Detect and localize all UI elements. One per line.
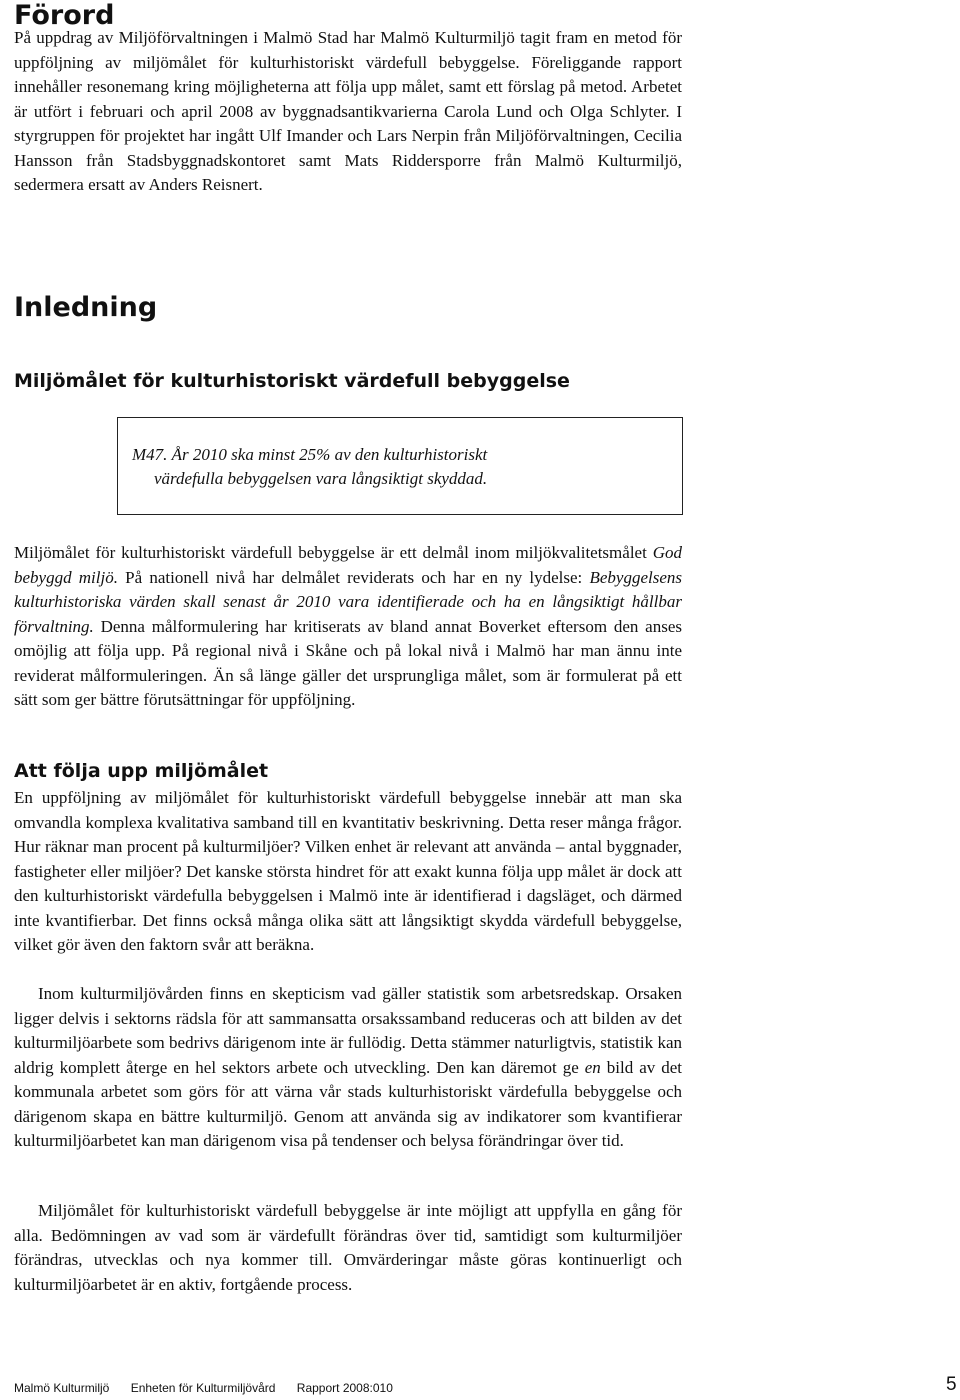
text-run: På nationell nivå har delmålet reviderats och har en ny lydelse: — [117, 567, 590, 587]
section-heading-inledning: Inledning — [14, 292, 158, 323]
text-run: Miljömålet för kulturhistoriskt värdefull bebyggelse är ett delmål inom miljökvalitetsmålet — [14, 543, 653, 562]
italic-run: Bebyggelsens kulturhistoriska värden skall senast år 2010 vara identifierade och ha en långsiktigt hållbar förvaltning. — [14, 567, 682, 636]
paragraph-att-folja-2 — [14, 982, 682, 1154]
italic-run: en — [584, 1057, 601, 1077]
text-run: Denna målformulering har kritiserats av bland annat Boverket eftersom den anses omöjlig att följa upp. På regional nivå i Skåne och på lokal nivå i Malmö har man ännu inte reviderat målformuleringen. Än så länge gäller det ursprungliga målet, som är formulerat på ett sätt som ger bättre förutsättningar för uppföljning. — [14, 616, 682, 709]
goal-text — [132, 443, 672, 491]
text-run: Inom kulturmiljövården finns en skepticism vad gäller statistik som arbetsredskap. Orsaken ligger delvis i sektorns rädsla för att sammansatta orsakssamband reduceras och att bilden av det kulturmiljöarbete som bedrivs därigenom inte är fullödig. Detta stämmer naturligtvis, statistik kan aldrig komplett återge en hel sektors arbete och utveckling. Den kan däremot ge — [14, 984, 682, 1077]
subheading-miljomalet: Miljömålet för kulturhistoriskt värdefull bebyggelse — [14, 370, 570, 392]
text-run: bild av det kommunala arbetet som görs för att värna vår stads kulturhistoriskt värdefulla bebyggelse och därigenom skapa en bättre kulturmiljö. Genom att använda sig av indikatorer som kvantifierar kulturmiljöarbetet kan man därigenom visa på tendenser och belysa förändringar över tid. — [14, 1057, 683, 1150]
page-footer — [14, 1381, 411, 1395]
footer-publisher: Malmö Kulturmiljö — [14, 1381, 110, 1395]
section-heading-forord: Förord — [14, 0, 115, 31]
italic-run: God bebyggd miljö. — [14, 543, 682, 587]
subheading-att-folja: Att följa upp miljömålet — [14, 760, 269, 782]
goal-line-1: M47. År 2010 ska minst 25% av den kulturhistoriskt — [132, 445, 488, 464]
goal-line-2: värdefulla bebyggelsen vara långsiktigt skyddad. — [154, 469, 488, 488]
footer-report: Rapport 2008:010 — [296, 1381, 393, 1395]
page-number: 5 — [946, 1374, 957, 1395]
paragraph-forord: På uppdrag av Miljöförvaltningen i Malmö Stad har Malmö Kulturmiljö tagit fram en metod för uppföljning av miljömålet för kulturhistoriskt värdefull bebyggelse. Föreliggande rapport innehåller resonemang kring möjligheterna att följa upp målet, samt ett förslag på metod. Arbetet är utfört i februari och april 2008 av byggnadsantikvarierna Carola Lund och Olga Schlyter. I styrgruppen för projektet har ingått Ulf Imander och Lars Nerpin från Miljöförvaltningen, Cecilia Hansson från Stadsbyggnadskontoret samt Mats Riddersporre från Malmö Kulturmiljö, sedermera ersatt av Anders Reisnert. — [14, 28, 682, 194]
goal-box — [117, 417, 683, 515]
paragraph-miljomalet — [14, 541, 682, 713]
footer-unit: Enheten för Kulturmiljövård — [130, 1381, 276, 1395]
paragraph-att-folja-1: En uppföljning av miljömålet för kulturhistoriskt värdefull bebyggelse innebär att man ska omvandla komplexa kvalitativa samband till en kvantitativ beskrivning. Detta reser många frågor. Hur räknar man procent på kulturmiljöer? Vilken enhet är relevant att använda – antal byggnader, fastigheter eller miljöer? Det kanske största hindret för att exakt kunna följa upp målet är dock att den kulturhistoriskt värdefulla bebyggelsen i Malmö inte är identifierad i dagsläget, och därmed inte kvantifierbar. Det finns också många olika sätt att långsiktigt skydda värdefull bebyggelse, vilket gör även den faktorn svår att beräkna. — [14, 788, 682, 954]
paragraph-att-folja-3: Miljömålet för kulturhistoriskt värdefull bebyggelse är inte möjligt att uppfylla en gång för alla. Bedömningen av vad som är värdefullt förändras över tid, samtidigt som kulturmiljöer förändras, utvecklas och nya kommer till. Omvärderingar måste göras kontinuerligt och kulturmiljöarbetet är en aktiv, fortgående process. — [14, 1201, 682, 1294]
